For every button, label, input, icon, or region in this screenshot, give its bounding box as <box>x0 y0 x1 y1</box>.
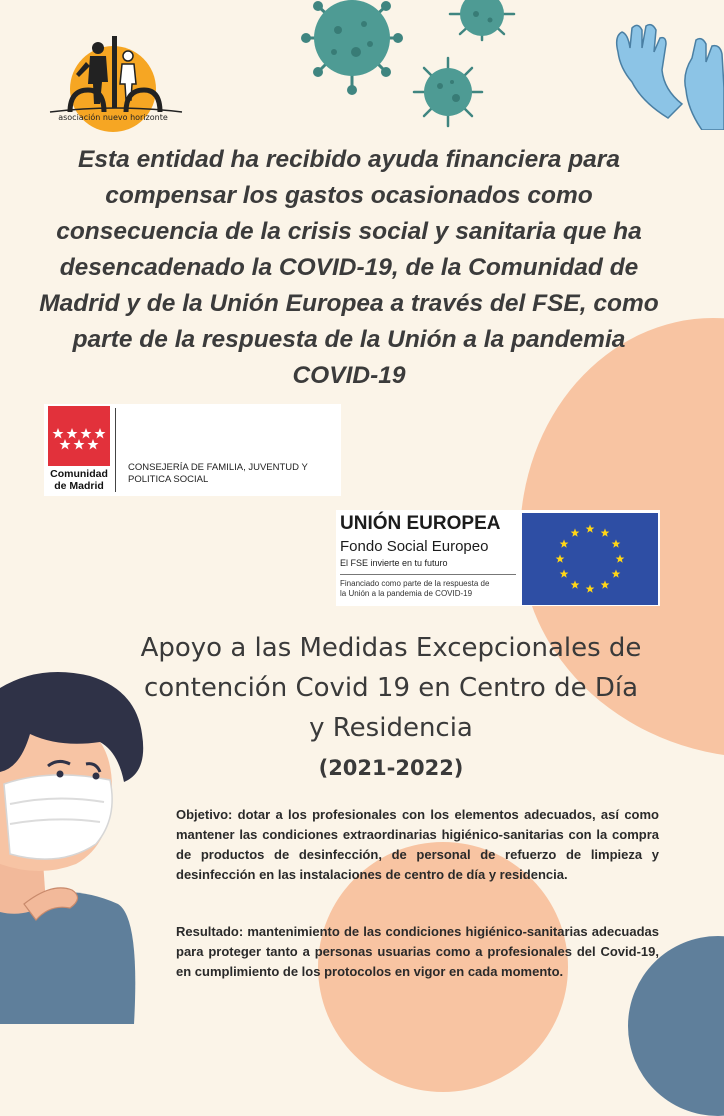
comunidad-madrid-logo <box>44 404 341 496</box>
result-paragraph: Resultado: mantenimiento de las condiciones higiénico-sanitarias adecuadas para proteger tanto a personas usuarias como a profesionales del Covid-19, en cumplimiento de los protocolos en vigor en cada momento. <box>176 924 659 979</box>
eu-stars-icon <box>522 513 658 605</box>
comunidad-madrid-name: Comunidad de Madrid <box>50 468 108 492</box>
eu-star <box>571 528 580 536</box>
project-period: (2021-2022) <box>318 756 464 780</box>
eu-separator <box>340 574 516 575</box>
logo-family-icon <box>46 34 186 116</box>
masked-person-illustration <box>0 668 170 1024</box>
logo-text: asociación nuevo horizonte <box>58 113 168 122</box>
objective-paragraph: Objetivo: dotar a los profesionales con los elementos adecuados, así como mantener las condiciones extraordinarias higiénico-sanitarias con la compra de productos de desinfección, de personal de refuerzo de limpieza y desinfección en las instalaciones de centro de día y residencia. <box>176 807 659 882</box>
project-headline: Apoyo a las Medidas Excepcionales de contención Covid 19 en Centro de Día y Residencia <box>140 633 642 743</box>
eu-star <box>560 539 569 547</box>
virus-icon-small <box>412 56 484 128</box>
eu-star <box>586 524 595 532</box>
madrid-flag <box>48 406 110 466</box>
eu-star <box>556 554 565 562</box>
gloves-icon <box>612 18 724 130</box>
virus-icon-small-top <box>446 0 518 42</box>
virus-icon-large <box>282 0 422 96</box>
eu-flag <box>522 513 658 605</box>
eu-fund-name: Fondo Social Europeo <box>340 538 489 555</box>
eu-star <box>571 580 580 588</box>
funding-statement: Esta entidad ha recibido ayuda financiera para compensar los gastos ocasionados como consecuencia de la crisis social y sanitaria que ha desencadenado la COVID-19, de la Comunidad de Madrid y de la Unión Europea a través del FSE, como parte de la respuesta de la Unión a la pandemia COVID-19 <box>39 146 659 389</box>
eu-slogan: El FSE invierte en tu futuro <box>340 558 448 568</box>
eu-star <box>560 569 569 577</box>
eu-star <box>612 569 621 577</box>
eu-star <box>601 528 610 536</box>
logo-divider <box>115 408 116 492</box>
eu-star <box>601 580 610 588</box>
eu-star <box>586 584 595 592</box>
eu-title: UNIÓN EUROPEA <box>340 513 501 534</box>
consejeria-name: CONSEJERÍA DE FAMILIA, JUVENTUD Y POLITICA SOCIAL <box>128 462 308 485</box>
eu-star <box>612 539 621 547</box>
eu-financed-note: Financiado como parte de la respuesta de la Unión a la pandemia de COVID-19 <box>340 579 490 598</box>
madrid-stars-icon <box>48 406 110 466</box>
eu-fse-logo <box>336 510 660 606</box>
eu-star <box>616 554 625 562</box>
